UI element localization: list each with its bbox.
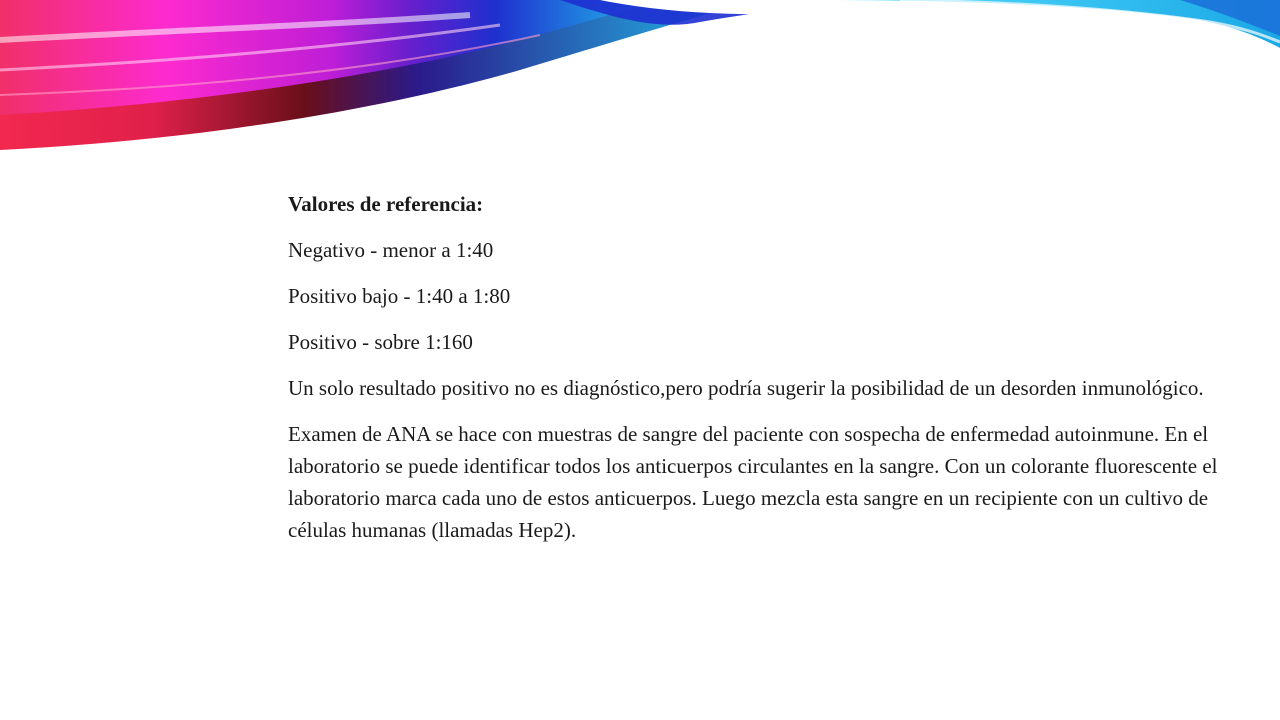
slide-content — [288, 188, 1238, 560]
paragraph-ana-exam: Examen de ANA se hace con muestras de sangre del paciente con sospecha de enfermedad autoinmune. En el laboratorio se puede identificar todos los anticuerpos circulantes en la sangre. Con un colorante fluorescente el laboratorio marca cada uno de estos anticuerpos. Luego mezcla esta sangre en un recipiente con un cultivo de células humanas (llamadas Hep2). — [288, 422, 1218, 542]
paragraph-diagnosis-note: Un solo resultado positivo no es diagnóstico,pero podría sugerir la posibilidad de un desorden inmunológico. — [288, 376, 1204, 400]
reference-value-low-positive: Positivo bajo - 1:40 a 1:80 — [288, 284, 511, 308]
reference-heading: Valores de referencia: — [288, 192, 484, 216]
decorative-wave-banner — [0, 0, 1280, 160]
reference-value-positive: Positivo - sobre 1:160 — [288, 330, 473, 354]
reference-value-negative: Negativo - menor a 1:40 — [288, 238, 494, 262]
